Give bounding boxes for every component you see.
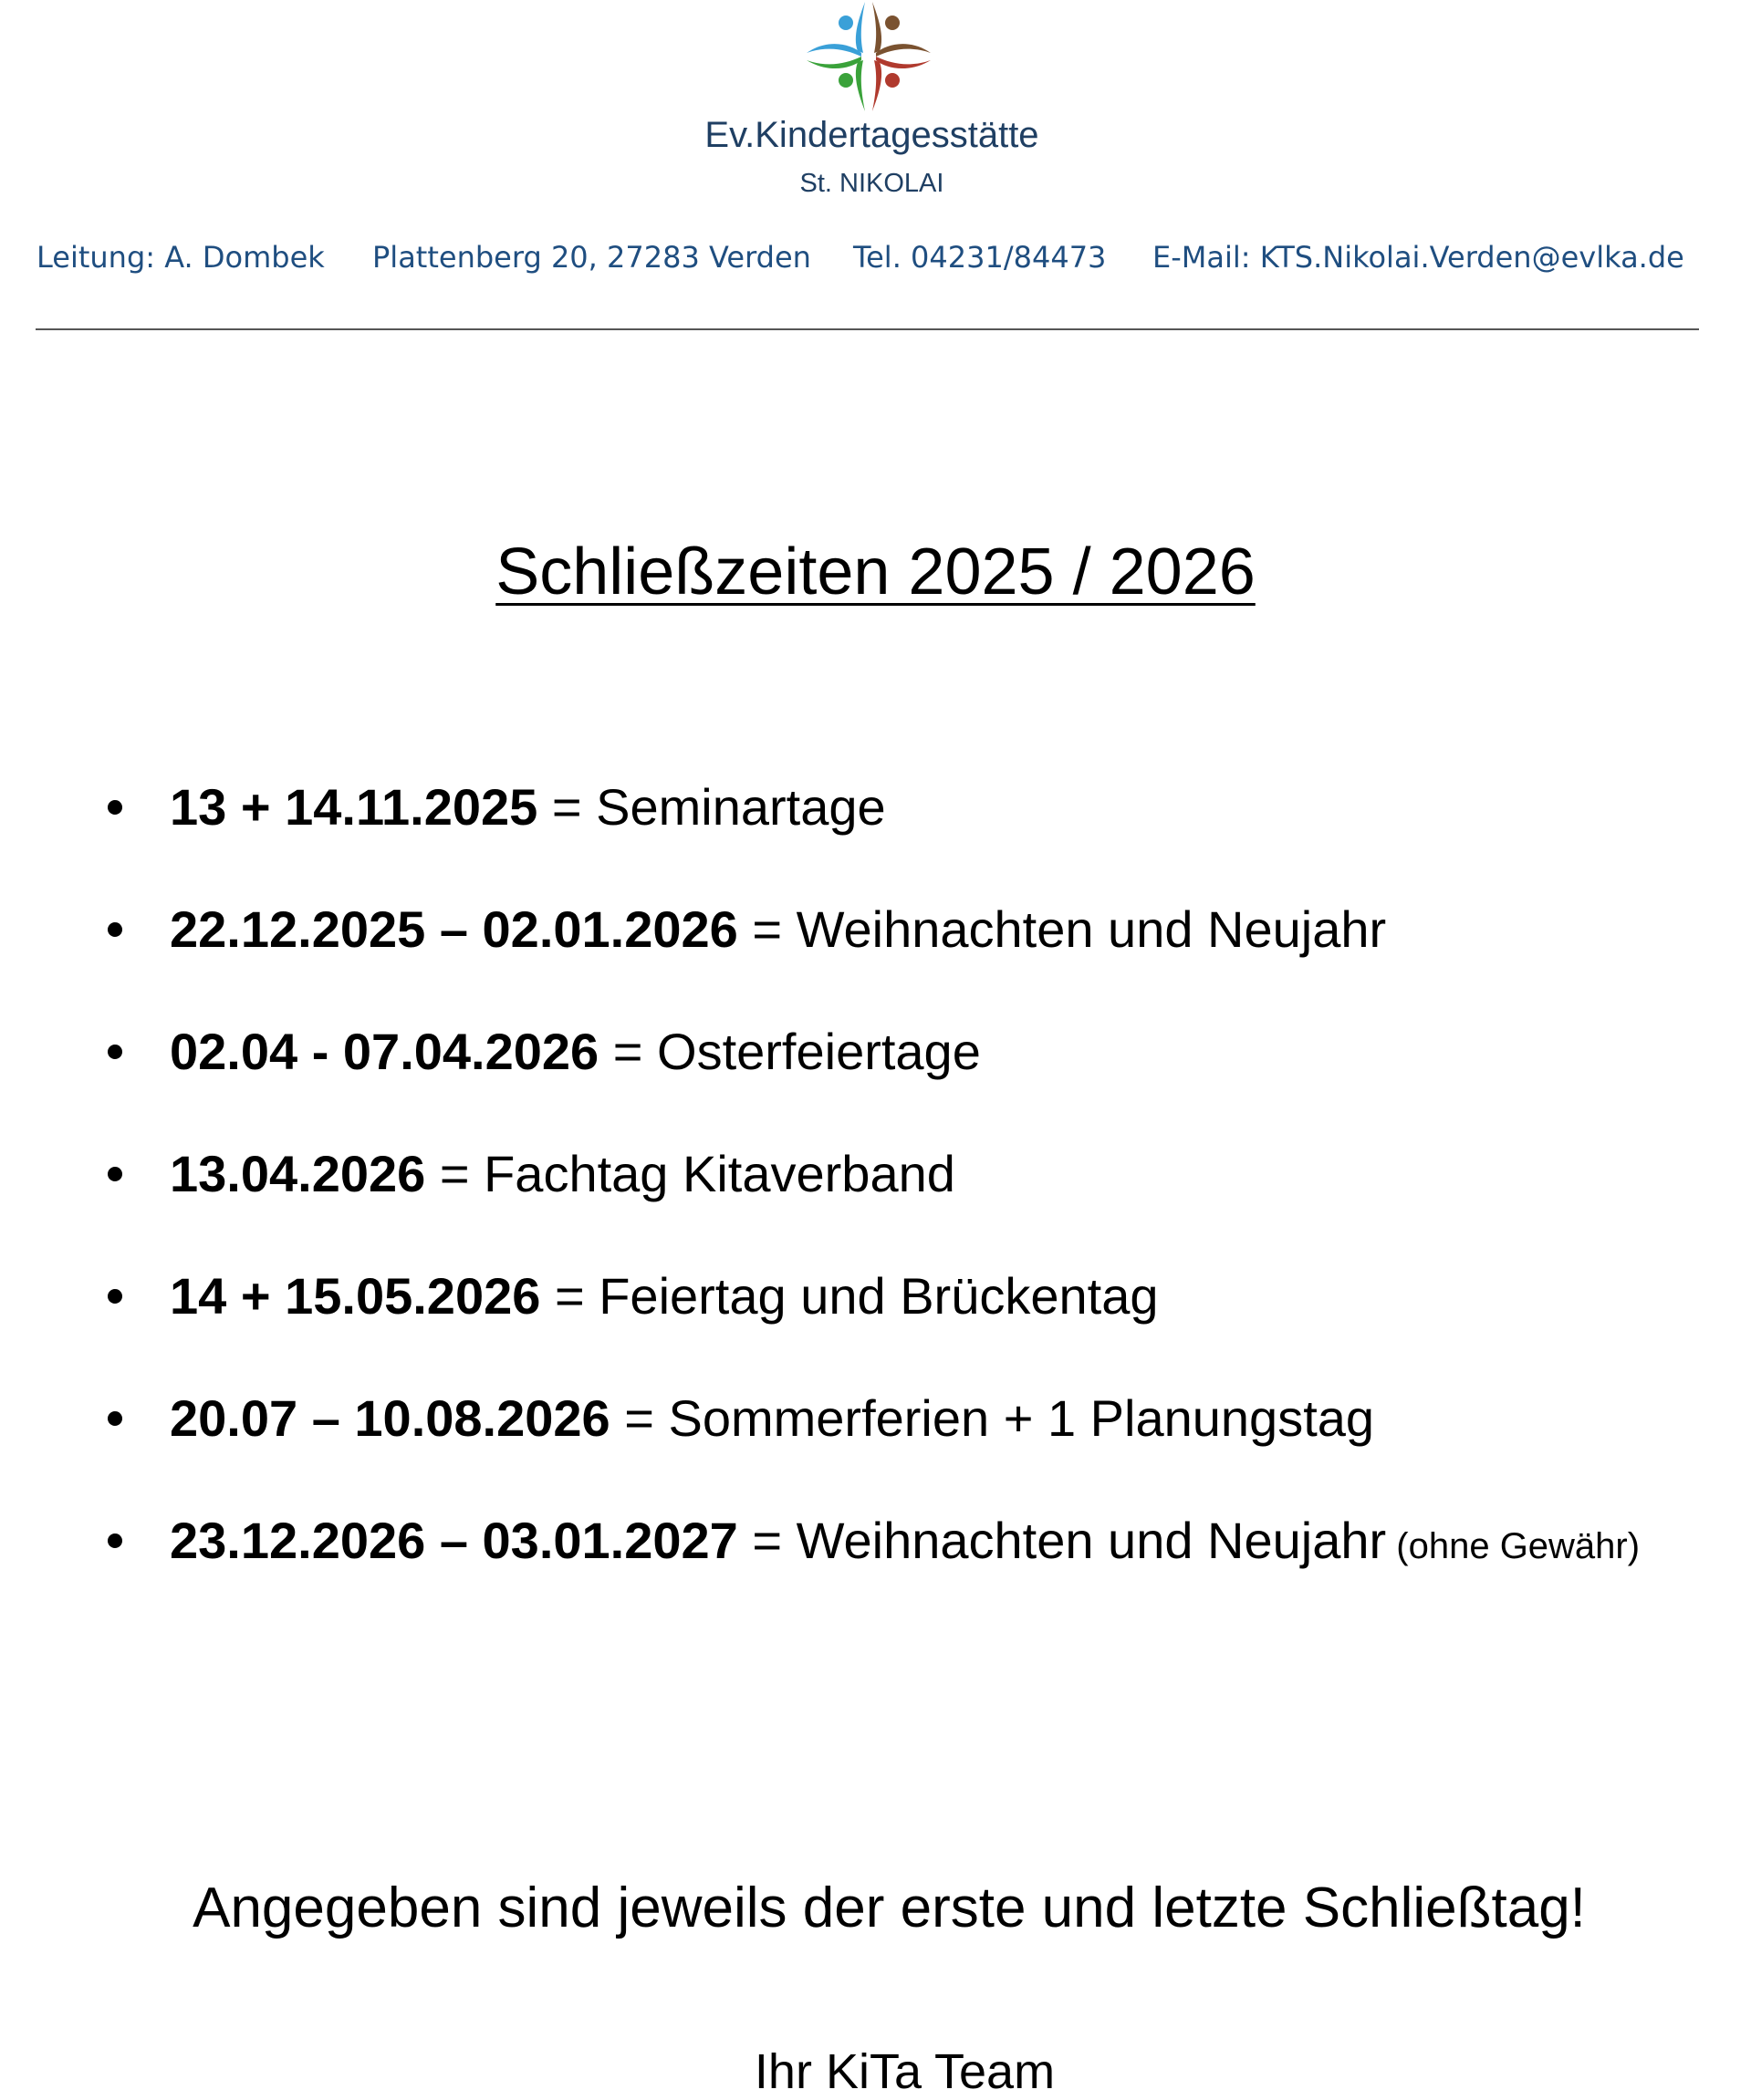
closure-reason: = Fachtag Kitaverband [425, 1145, 955, 1202]
closure-reason: = Seminartage [537, 778, 886, 836]
logo-figure-green-head [839, 73, 853, 88]
bullet-icon [108, 1045, 122, 1059]
header-divider [36, 328, 1699, 330]
signoff: Ihr KiTa Team [754, 2044, 1056, 2099]
contact-leitung: Leitung: A. Dombek [36, 240, 325, 275]
logo-figure-brown-body [876, 44, 931, 57]
closure-date: 02.04 - 07.04.2026 [170, 1023, 599, 1080]
closure-reason: = Sommerferien + 1 Planungstag [610, 1389, 1375, 1447]
closure-date: 14 + 15.05.2026 [170, 1267, 541, 1325]
logo-figure-green-body [807, 57, 861, 68]
closure-date: 20.07 – 10.08.2026 [170, 1389, 610, 1447]
contact-email: E-Mail: KTS.Nikolai.Verden@evlka.de [1152, 240, 1684, 275]
closure-reason: = Feiertag und Brückentag [540, 1267, 1159, 1325]
logo-figure-blue-head [839, 16, 853, 30]
closure-reason: = Weihnachten und Neujahr [737, 900, 1387, 958]
bullet-icon [108, 1289, 122, 1304]
org-subtitle: St. NIKOLAI [799, 169, 944, 198]
closure-note: (ohne Gewähr) [1386, 1526, 1641, 1566]
logo-figure-blue-body [807, 44, 861, 57]
closure-reason: = Weihnachten und Neujahr [737, 1512, 1387, 1569]
closure-date: 22.12.2025 – 02.01.2026 [170, 900, 738, 958]
page-title: Schließzeiten 2025 / 2026 [495, 535, 1256, 608]
bullet-icon [108, 1411, 122, 1426]
closure-date: 13.04.2026 [170, 1145, 426, 1202]
kita-logo [796, 0, 942, 114]
contact-address: Plattenberg 20, 27283 Verden [372, 240, 811, 275]
bullet-icon [108, 800, 122, 815]
closure-date: 23.12.2026 – 03.01.2027 [170, 1512, 738, 1569]
logo-figure-brown-head [885, 16, 900, 30]
footer-note: Angegeben sind jeweils der erste und letzte Schließtag! [193, 1876, 1586, 1939]
org-name: Ev.Kindertagesstätte [704, 115, 1039, 155]
logo-figure-red-body [876, 57, 931, 68]
contact-phone: Tel. 04231/84473 [853, 240, 1107, 275]
closure-date: 13 + 14.11.2025 [170, 778, 538, 836]
bullet-icon [108, 922, 122, 937]
closure-reason: = Osterfeiertage [599, 1023, 981, 1080]
bullet-icon [108, 1167, 122, 1181]
logo-figure-red-head [885, 73, 900, 88]
bullet-icon [108, 1533, 122, 1548]
